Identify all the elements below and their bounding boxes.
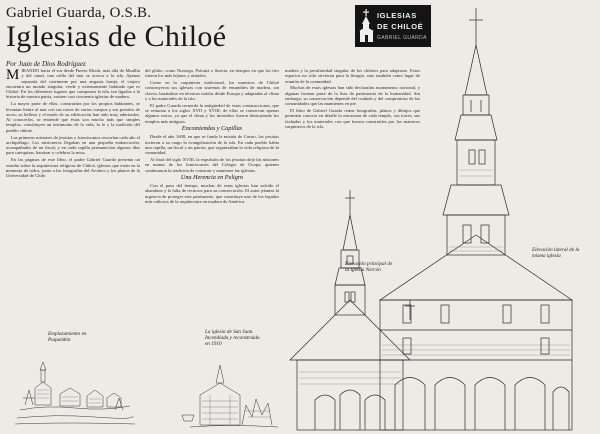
subhead-encomiendas: Encomiendas y Capillas	[181, 124, 243, 132]
logo-line-3: GABRIEL GUARDA	[377, 35, 427, 41]
caption-elevation-right: Elevación lateral de la misma iglesia	[532, 247, 580, 259]
article-paragraph: Con el paso del tiempo, muchas de estas iglesias han sufrido el abandono y la falta de recursos para su conservación. El autor plantea la urgencia de proteger este patrimonio, que constituye uno de los legados más valiosos de la arquitectura en madera de América.	[145, 183, 279, 205]
article-paragraph: La mayor parte de ellas, construidas por los propios habitantes, se levantan frente al mar con sus torres de varios cuerpos y sus portales de arcos; su belleza y el modo de su edificación han sido muy admirados. Al conocerlas, se entiende que éstas son mucho más que simples templos: constituyen un testimonio de la vida, la fe y la tradición del pueblo chilote.	[6, 101, 140, 133]
article-paragraph: El padre Guarda recuerda la antigüedad de estas construcciones, que se remonta a los siglos XVII y XVIII; de ellas se conservan apenas algunos restos, ya que el clima y los incendios fueron destruyendo los templos más antiguos.	[145, 102, 279, 124]
article-column-1	[6, 68, 140, 318]
caption-sketch-2: La iglesia de San Juan. Incendiada y reconstruida en 1910	[205, 329, 260, 347]
caption-sketch-1: Emplazamiento en Puqueldón	[48, 331, 87, 343]
church-elevation-drawing	[285, 0, 600, 434]
drop-cap: M	[6, 68, 20, 83]
article-paragraph: madera y la peculiaridad singular de los chilotes para adaptarse. Estos espacios no sólo sirvieron para la liturgia, sino también como lugar de reunión de la comunidad.	[285, 68, 420, 84]
article-paragraph: Las primeras misiones de jesuitas y franciscanos recorrían cada año el archipiélago. Los misioneros llegaban en una pequeña embarcación, acompañados de un fiscal, y en cada capilla permanecían algunos días para catequizar, bautizar y celebrar la misa.	[6, 134, 140, 156]
byline: Por Juan de Dios Rodríguez	[6, 60, 86, 68]
article-paragraph: En las páginas de este libro, el padre Gabriel Guarda presenta un estudio sobre la arquitectura religiosa de Chiloé, iglesias que están en la memoria de todos, junto a las fotografías del Archivo y los planos de la Universidad de Chile.	[6, 157, 140, 179]
subhead-herencia: Una Herencia en Peligro	[180, 173, 244, 181]
article-paragraph: Como en la carpintería tradicional, los maestros de Chiloé construyeron sus iglesias con sistemas de ensambles de madera, sin clavos, basándose en técnicas traídas desde Europa y adaptadas al clima y a los materiales de la isla.	[145, 80, 279, 101]
article-paragraph: Al final del siglo XVIII, la expulsión de los jesuitas dejó las misiones en manos de los franciscanos del Colegio de Ocopa, quienes continuaron la tradición de construir y mantener las iglesias.	[145, 156, 279, 173]
caption-elevation-left: Elevación principal de la Iglesia Nercón	[345, 261, 393, 273]
village-sketch	[15, 350, 135, 428]
logo-line-2: DE CHILOÉ	[377, 22, 424, 31]
article-paragraph: Desde el año 1608, en que se funda la misión de Castro, los jesuitas tuvieron a su cargo la evangelización de la isla. En cada pueblo había una capilla, un fiscal y un patrón, que organizaban la vida religiosa de la comunidad.	[145, 134, 279, 156]
article-paragraph: El libro de Gabriel Guarda reúne fotografías, planos y dibujos que permiten conocer en detalle la estructura de cada templo, sus torres, sus fachadas y los materiales con que fueron construidos por los maestros carpinteros de la isla.	[285, 108, 420, 129]
burning-church-sketch	[180, 355, 280, 430]
article-paragraph: IRANDO hacia el sur desde Puerto Montt, más allá de Maullín y del canal, una orilla del mar se acerca a la isla. Apenas separada del continente por una angosta franja, el viajero encuentra un mundo singular, verde y extensamente habitado que es Chiloé. En los diferentes lugares que componen la isla, tan ligados a la historia de nuestra patria, existen casi cincuenta iglesias de madera.	[6, 68, 140, 100]
logo-line-1: IGLESIAS	[377, 11, 417, 20]
author-name: Gabriel Guarda, O.S.B.	[6, 5, 152, 21]
article-paragraph: del globo, como Noruega, Polonia o Suecia, en tiempos en que los tres fueron los más lejanos y aislados.	[145, 68, 279, 79]
article-paragraph: Muchas de estas iglesias han sido declaradas monumento nacional, y algunas forman parte de la lista de patrimonio de la humanidad. Sin embargo, su conservación depende del cuidado y del compromiso de las comunidades que las mantienen en pie.	[285, 85, 420, 107]
page-title: Iglesias de Chiloé	[6, 20, 227, 53]
